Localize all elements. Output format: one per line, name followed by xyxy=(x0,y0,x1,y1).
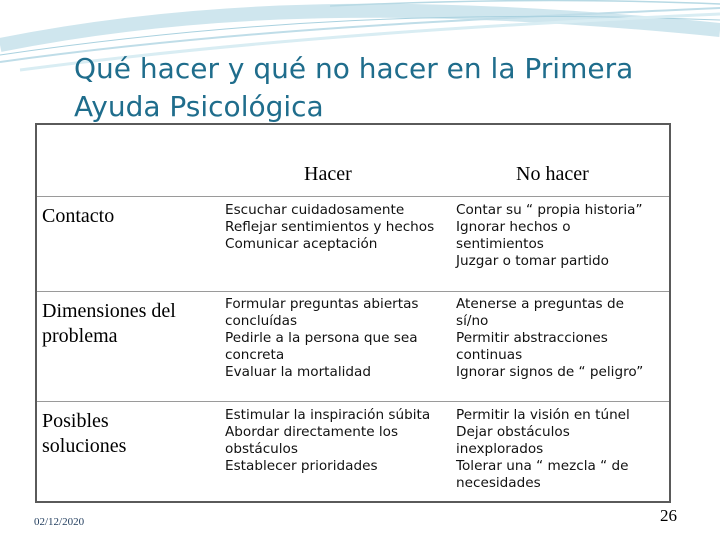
slide-title xyxy=(74,50,694,126)
row-divider xyxy=(37,401,669,402)
cell-contacto-no-hacer: Contar su “ propia historia” Ignorar hechos o sentimientos Juzgar o tomar partido xyxy=(456,202,643,269)
title-line-2: Ayuda Psicológica xyxy=(74,90,324,123)
row-divider xyxy=(37,291,669,292)
cell-contacto-hacer: Escuchar cuidadosamente Reflejar sentimientos y hechos Comunicar aceptación xyxy=(225,202,435,252)
cell-soluciones-hacer: Estimular la inspiración súbita Abordar directamente los obstáculos Establecer prioridades xyxy=(225,407,431,474)
row-label-soluciones: Posibles soluciones xyxy=(42,410,127,457)
header-no-hacer: No hacer xyxy=(516,163,589,185)
cell-dimensiones-hacer: Formular preguntas abiertas concluídas Pedirle a la persona que sea concreta Evaluar la mortalidad xyxy=(225,296,419,380)
cell-soluciones-no-hacer: Permitir la visión en túnel Dejar obstáculos inexplorados Tolerar una “ mezcla “ de necesidades xyxy=(456,407,630,491)
title-line-1: Qué hacer y qué no hacer en la Primera xyxy=(74,52,634,85)
slide-date: 02/12/2020 xyxy=(34,516,85,528)
row-label-contacto: Contacto xyxy=(42,205,115,227)
comparison-table xyxy=(35,123,671,503)
cell-dimensiones-no-hacer: Atenerse a preguntas de sí/no Permitir abstracciones continuas Ignorar signos de “ peligro” xyxy=(456,296,644,380)
header-hacer: Hacer xyxy=(304,163,352,185)
row-label-dimensiones: Dimensiones del problema xyxy=(42,300,176,347)
header-divider xyxy=(37,196,669,197)
page-number: 26 xyxy=(660,506,677,525)
